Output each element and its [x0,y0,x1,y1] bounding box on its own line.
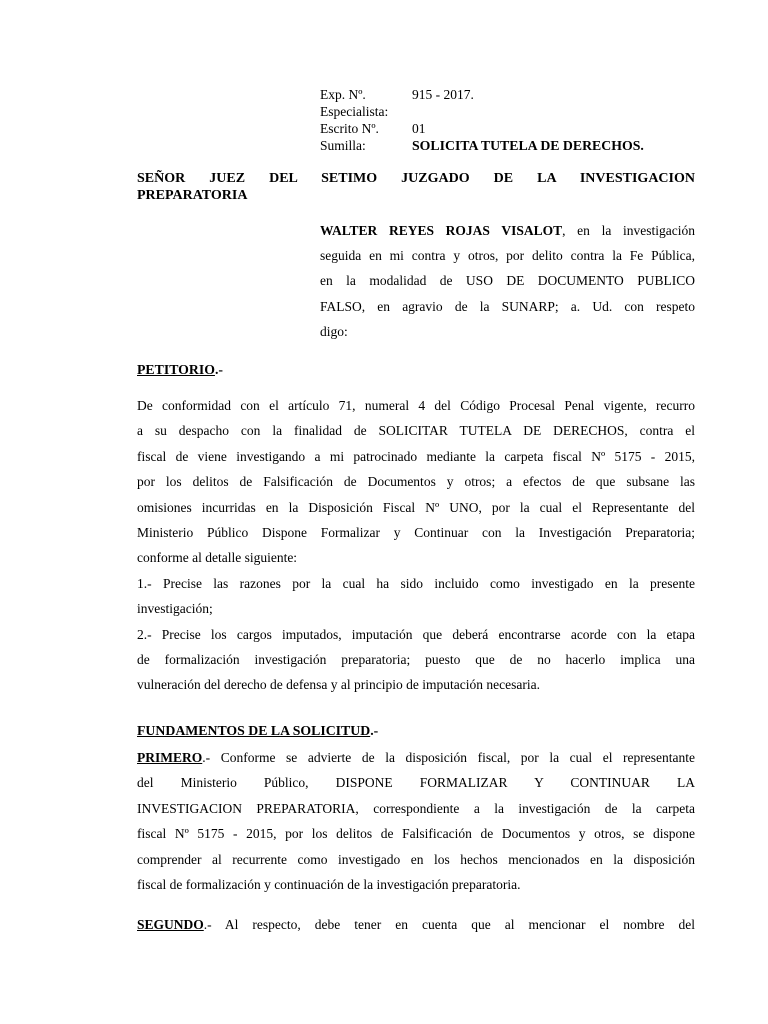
header-label: Escrito Nº. [320,121,379,136]
segundo-line [137,912,695,937]
petitorio-title: PETITORIO [137,362,215,377]
header-row-expediente [320,86,644,103]
intro-line [320,218,695,243]
intro-line: digo: [320,323,348,339]
header-row-especialista [320,103,644,120]
petitioner-name: WALTER REYES ROJAS VISALOT [320,223,563,238]
fundamentos-title: FUNDAMENTOS DE LA SOLICITUD [137,723,371,738]
fundamentos-heading [137,723,378,739]
addressee-line: SEÑOR JUEZ DEL SETIMO JUZGADO DE LA INVESTIGACION [137,171,695,186]
petitorio-line: 1.- Precise las razones por la cual ha sido incluido como investigado en la presente [137,575,695,591]
header-label: Exp. Nº. [320,87,366,102]
intro-line: seguida en mi contra y otros, por delito contra la Fe Pública, [320,248,695,264]
petitorio-line: vulneración del derecho de defensa y al principio de imputación necesaria. [137,677,540,693]
petitorio-line: conforme al detalle siguiente: [137,550,298,566]
petitorio-line: Ministerio Público Dispone Formalizar y Continuar con la Investigación Preparatoria; [137,524,695,540]
addressee [137,170,695,204]
petitorio-line: investigación; [137,601,213,617]
header-value: 915 - 2017. [412,87,474,102]
header-label: Especialista: [320,104,389,119]
petitorio-line: fiscal de viene investigando a mi patrocinado mediante la carpeta fiscal Nº 5175 - 2015, [137,448,695,464]
petitorio-line: por los delitos de Falsificación de Documentos y otros; a efectos de que subsane las [137,474,695,490]
petitorio-title-suffix: .- [214,362,223,377]
intro-text: , en la investigación [562,223,696,238]
petitorio-heading [137,362,223,378]
intro-paragraph [320,218,695,344]
segundo-label: SEGUNDO [137,917,204,932]
primero-line: INVESTIGACION PREPARATORIA, correspondiente a la investigación de la carpeta [137,800,695,816]
primero-paragraph [137,745,695,897]
petitorio-body [137,393,695,698]
header-value-sumilla: SOLICITA TUTELA DE DERECHOS. [412,138,644,153]
primero-line: comprender al recurrente como investigado en los hechos mencionados en la disposición [137,851,695,867]
primero-label: PRIMERO [137,750,203,765]
header-value: 01 [412,121,426,136]
header-row-sumilla [320,137,644,154]
petitorio-line: de formalización investigación preparatoria; puesto que de no hacerlo implica una [137,651,695,667]
primero-line: fiscal Nº 5175 - 2015, por los delitos de Falsificación de Documentos y otros, se dispone [137,826,695,842]
addressee-line: PREPARATORIA [137,188,248,203]
segundo-text: .- Al respecto, debe tener en cuenta que al mencionar el nombre del [203,917,695,932]
segundo-paragraph [137,912,695,937]
intro-line: FALSO, en agravio de la SUNARP; a. Ud. con respeto [320,298,695,314]
intro-line: en la modalidad de USO DE DOCUMENTO PUBLICO [320,273,695,289]
case-header [320,86,644,154]
petitorio-line: 2.- Precise los cargos imputados, imputación que deberá encontrarse acorde con la etapa [137,626,695,642]
petitorio-line: a su despacho con la finalidad de SOLICITAR TUTELA DE DERECHOS, contra el [137,423,695,439]
primero-text: .- Conforme se advierte de la disposición fiscal, por la cual el representante [202,750,695,765]
petitorio-line: De conformidad con el artículo 71, numeral 4 del Código Procesal Penal vigente, recurro [137,398,695,413]
primero-line: fiscal de formalización y continuación de la investigación preparatoria. [137,876,521,892]
primero-line [137,745,695,770]
petitorio-line: omisiones incurridas en la Disposición Fiscal Nº UNO, por la cual el Representante del [137,499,695,515]
header-row-escrito [320,120,644,137]
primero-line: del Ministerio Público, DISPONE FORMALIZAR Y CONTINUAR LA [137,775,695,791]
fundamentos-title-suffix: .- [370,723,379,738]
header-label: Sumilla: [320,138,366,153]
